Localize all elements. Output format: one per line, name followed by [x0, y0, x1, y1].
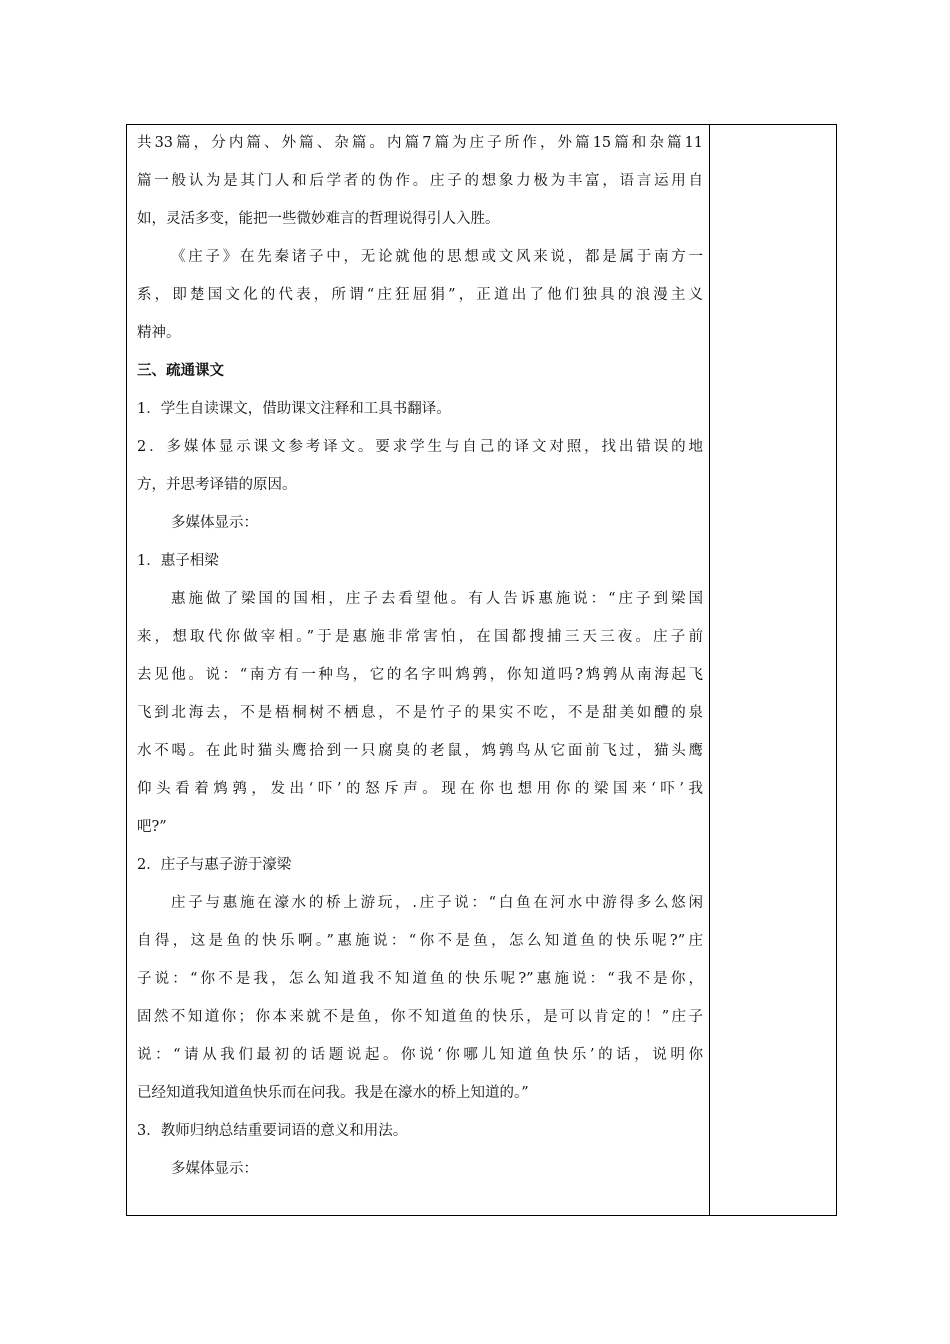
text-line: 方，并思考译错的原因。	[137, 477, 297, 493]
text-line: 吧?”	[137, 819, 167, 835]
text-line: 精神。	[137, 325, 181, 341]
text-line: 固然不知道你；你本来就不是鱼，你不知道鱼的快乐，是可以肯定的！”庄子	[137, 1009, 703, 1025]
text-line: 飞到北海去，不是梧桐树不栖息，不是竹子的果实不吃，不是甜美如醴的泉	[137, 705, 703, 721]
text-line: 自得，这是鱼的快乐啊。”惠施说：“你不是鱼，怎么知道鱼的快乐呢?”庄	[137, 933, 703, 949]
text-line: 来，想取代你做宰相。”于是惠施非常害怕，在国都搜捕三天三夜。庄子前	[137, 629, 703, 645]
text-line: 系，即楚国文化的代表，所谓“庄狂屈狷”，正道出了他们独具的浪漫主义	[137, 287, 703, 303]
text-line: 去见他。说：“南方有一种鸟，它的名字叫鸩鹑，你知道吗?鸩鹑从南海起飞	[137, 667, 703, 683]
text-line: 庄子与惠施在濠水的桥上游玩，.庄子说：“白鱼在河水中游得多么悠闲	[171, 895, 703, 911]
text-line: 惠施做了梁国的国相，庄子去看望他。有人告诉惠施说：“庄子到梁国	[171, 591, 703, 607]
subheading: 1．惠子相梁	[137, 553, 219, 569]
text-line: 仰头看着鸩鹑，发出‘吓’的怒斥声。现在你也想用你的梁国来‘吓’我	[137, 781, 703, 797]
text-line: 子说：“你不是我，怎么知道我不知道鱼的快乐呢?”惠施说：“我不是你，	[137, 971, 703, 987]
text-line: 共33篇，分内篇、外篇、杂篇。内篇7篇为庄子所作，外篇15篇和杂篇11	[137, 135, 703, 151]
text-line: 说：“请从我们最初的话题说起。你说‘你哪儿知道鱼快乐’的话，说明你	[137, 1047, 703, 1063]
text-line: 水不喝。在此时猫头鹰拾到一只腐臭的老鼠，鸩鹑鸟从它面前飞过，猫头鹰	[137, 743, 703, 759]
subheading: 2．庄子与惠子游于濠梁	[137, 857, 292, 873]
text-line: 篇一般认为是其门人和后学者的伪作。庄子的想象力极为丰富，语言运用自	[137, 173, 703, 189]
lesson-content-cell	[137, 124, 703, 1188]
text-line: 1．学生自读课文，借助课文注释和工具书翻译。	[137, 401, 451, 417]
text-line: 3．教师归纳总结重要词语的意义和用法。	[137, 1123, 408, 1139]
text-line: 2．多媒体显示课文参考译文。要求学生与自己的译文对照，找出错误的地	[137, 439, 703, 455]
text-line: 如，灵活多变，能把一些微妙难言的哲理说得引人入胜。	[137, 211, 500, 227]
text-line: 《庄子》在先秦诸子中，无论就他的思想或文风来说，都是属于南方一	[171, 249, 703, 265]
text-line: 多媒体显示：	[171, 515, 258, 531]
text-line: 已经知道我知道鱼快乐而在问我。我是在濠水的桥上知道的。”	[137, 1085, 529, 1101]
section-heading: 三、疏通课文	[137, 363, 224, 379]
table-column-divider	[709, 124, 710, 1216]
text-line: 多媒体显示：	[171, 1161, 258, 1177]
